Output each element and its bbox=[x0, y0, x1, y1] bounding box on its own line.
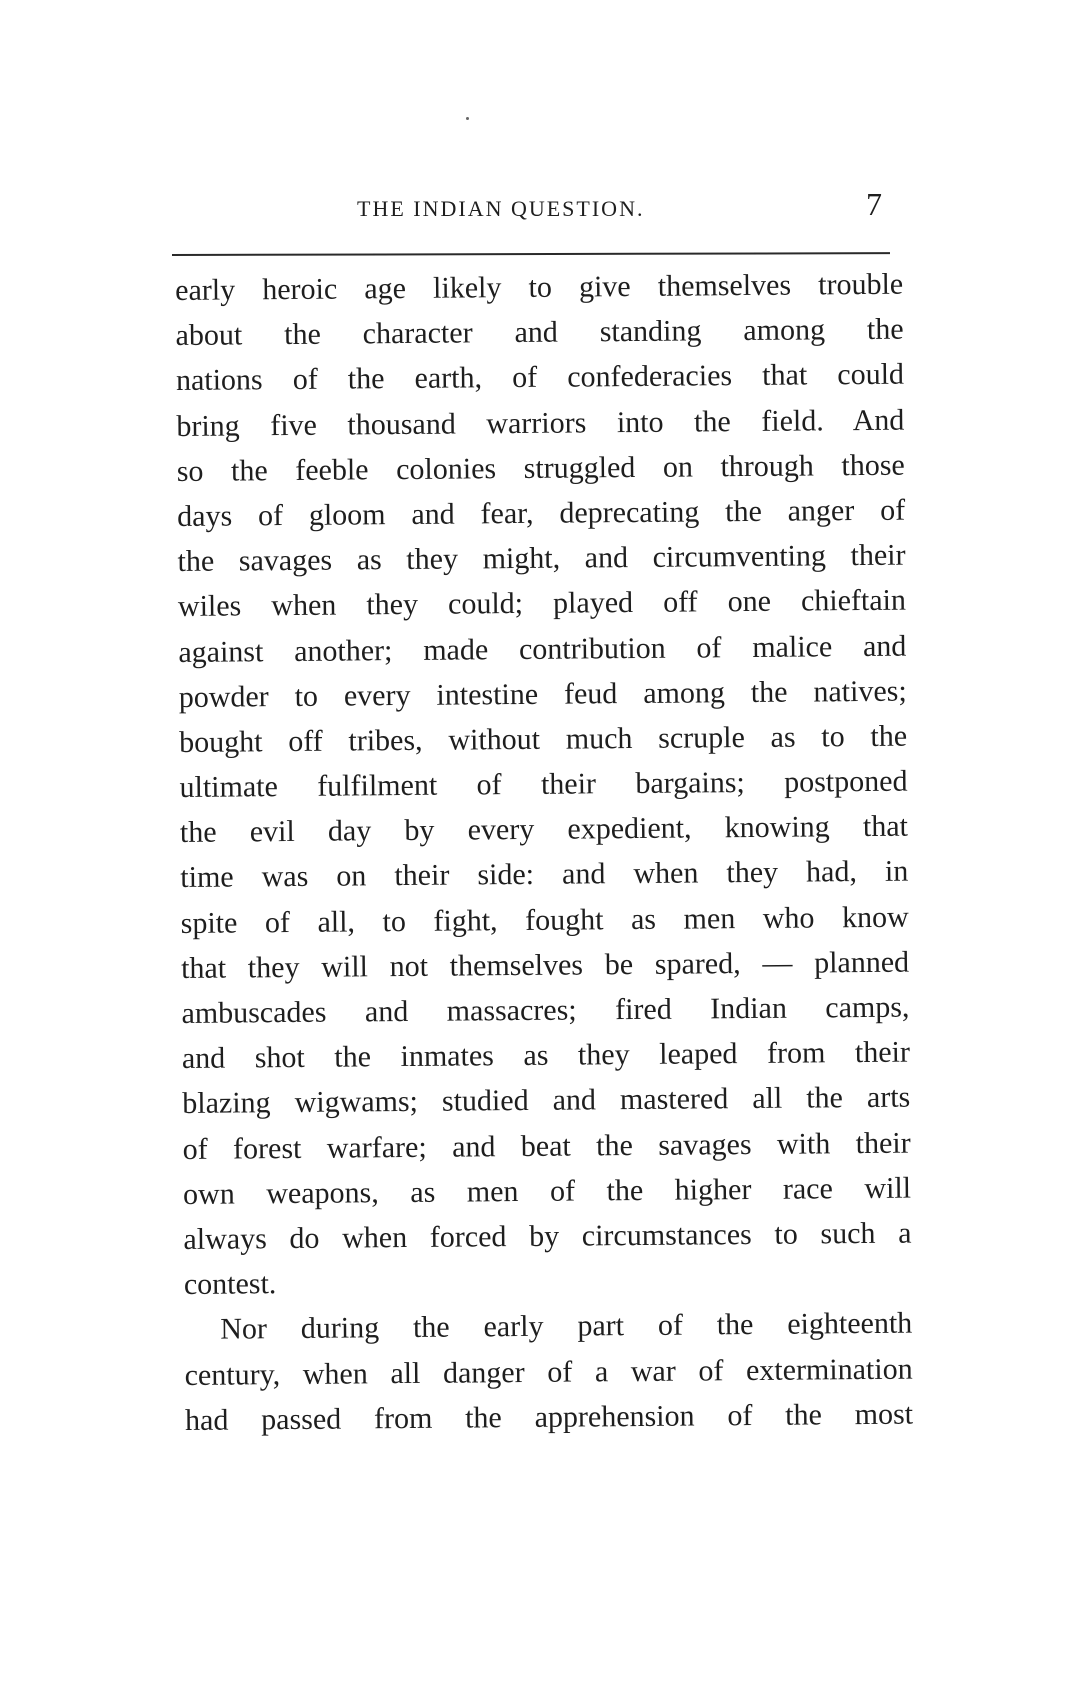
text-line: spite of all, to fight, fought as men who know bbox=[180, 900, 909, 940]
text-line: had passed from the apprehension of the most bbox=[184, 1397, 914, 1437]
text-line: early heroic age likely to give themselves trouble bbox=[175, 267, 904, 307]
running-title: THE INDIAN QUESTION. bbox=[357, 196, 645, 221]
text-line: and shot the inmates as they leaped from their bbox=[181, 1035, 911, 1076]
text-line: century, when all danger of a war of extermination bbox=[184, 1352, 913, 1392]
text-line: that they will not themselves be spared, — planned bbox=[180, 945, 910, 985]
text-line: wiles when they could; played off one chieftain bbox=[177, 583, 907, 624]
text-line: so the feeble colonies struggled on through those bbox=[176, 448, 905, 488]
text-line: powder to every intestine feud among the natives; bbox=[178, 674, 907, 714]
text-line: the evil day by every expedient, knowing that bbox=[179, 809, 909, 850]
text-line: ambuscades and massacres; fired Indian camps, bbox=[181, 990, 910, 1030]
text-line: time was on their side: and when they had, in bbox=[180, 855, 909, 895]
body-text bbox=[175, 262, 913, 1443]
text-line: of forest warfare; and beat the savages with their bbox=[182, 1126, 911, 1166]
running-head bbox=[172, 186, 890, 230]
ink-speck bbox=[466, 117, 469, 120]
text-line: days of gloom and fear, deprecating the anger of bbox=[177, 493, 906, 533]
text-line: own weapons, as men of the higher race will bbox=[182, 1171, 912, 1211]
text-line: about the character and standing among the bbox=[175, 312, 904, 353]
page-number: 7 bbox=[866, 186, 882, 222]
text-line: the savages as they might, and circumventing their bbox=[177, 538, 906, 579]
text-line: blazing wigwams; studied and mastered all the arts bbox=[182, 1080, 911, 1121]
text-line: bought off tribes, without much scruple as to the bbox=[178, 719, 908, 759]
header-rule bbox=[172, 252, 890, 256]
text-line: against another; made contribution of malice and bbox=[178, 629, 907, 669]
paragraph-start-line: Nor during the early part of the eighteenth bbox=[220, 1306, 913, 1346]
text-line: bring five thousand warriors into the field. And bbox=[176, 403, 905, 443]
text-line: nations of the earth, of confederacies that could bbox=[175, 358, 905, 398]
text-line: ultimate fulfilment of their bargains; postponed bbox=[179, 764, 908, 805]
text-line: always do when forced by circumstances to such a bbox=[183, 1216, 912, 1256]
paragraph-end-line: contest. bbox=[183, 1267, 277, 1302]
